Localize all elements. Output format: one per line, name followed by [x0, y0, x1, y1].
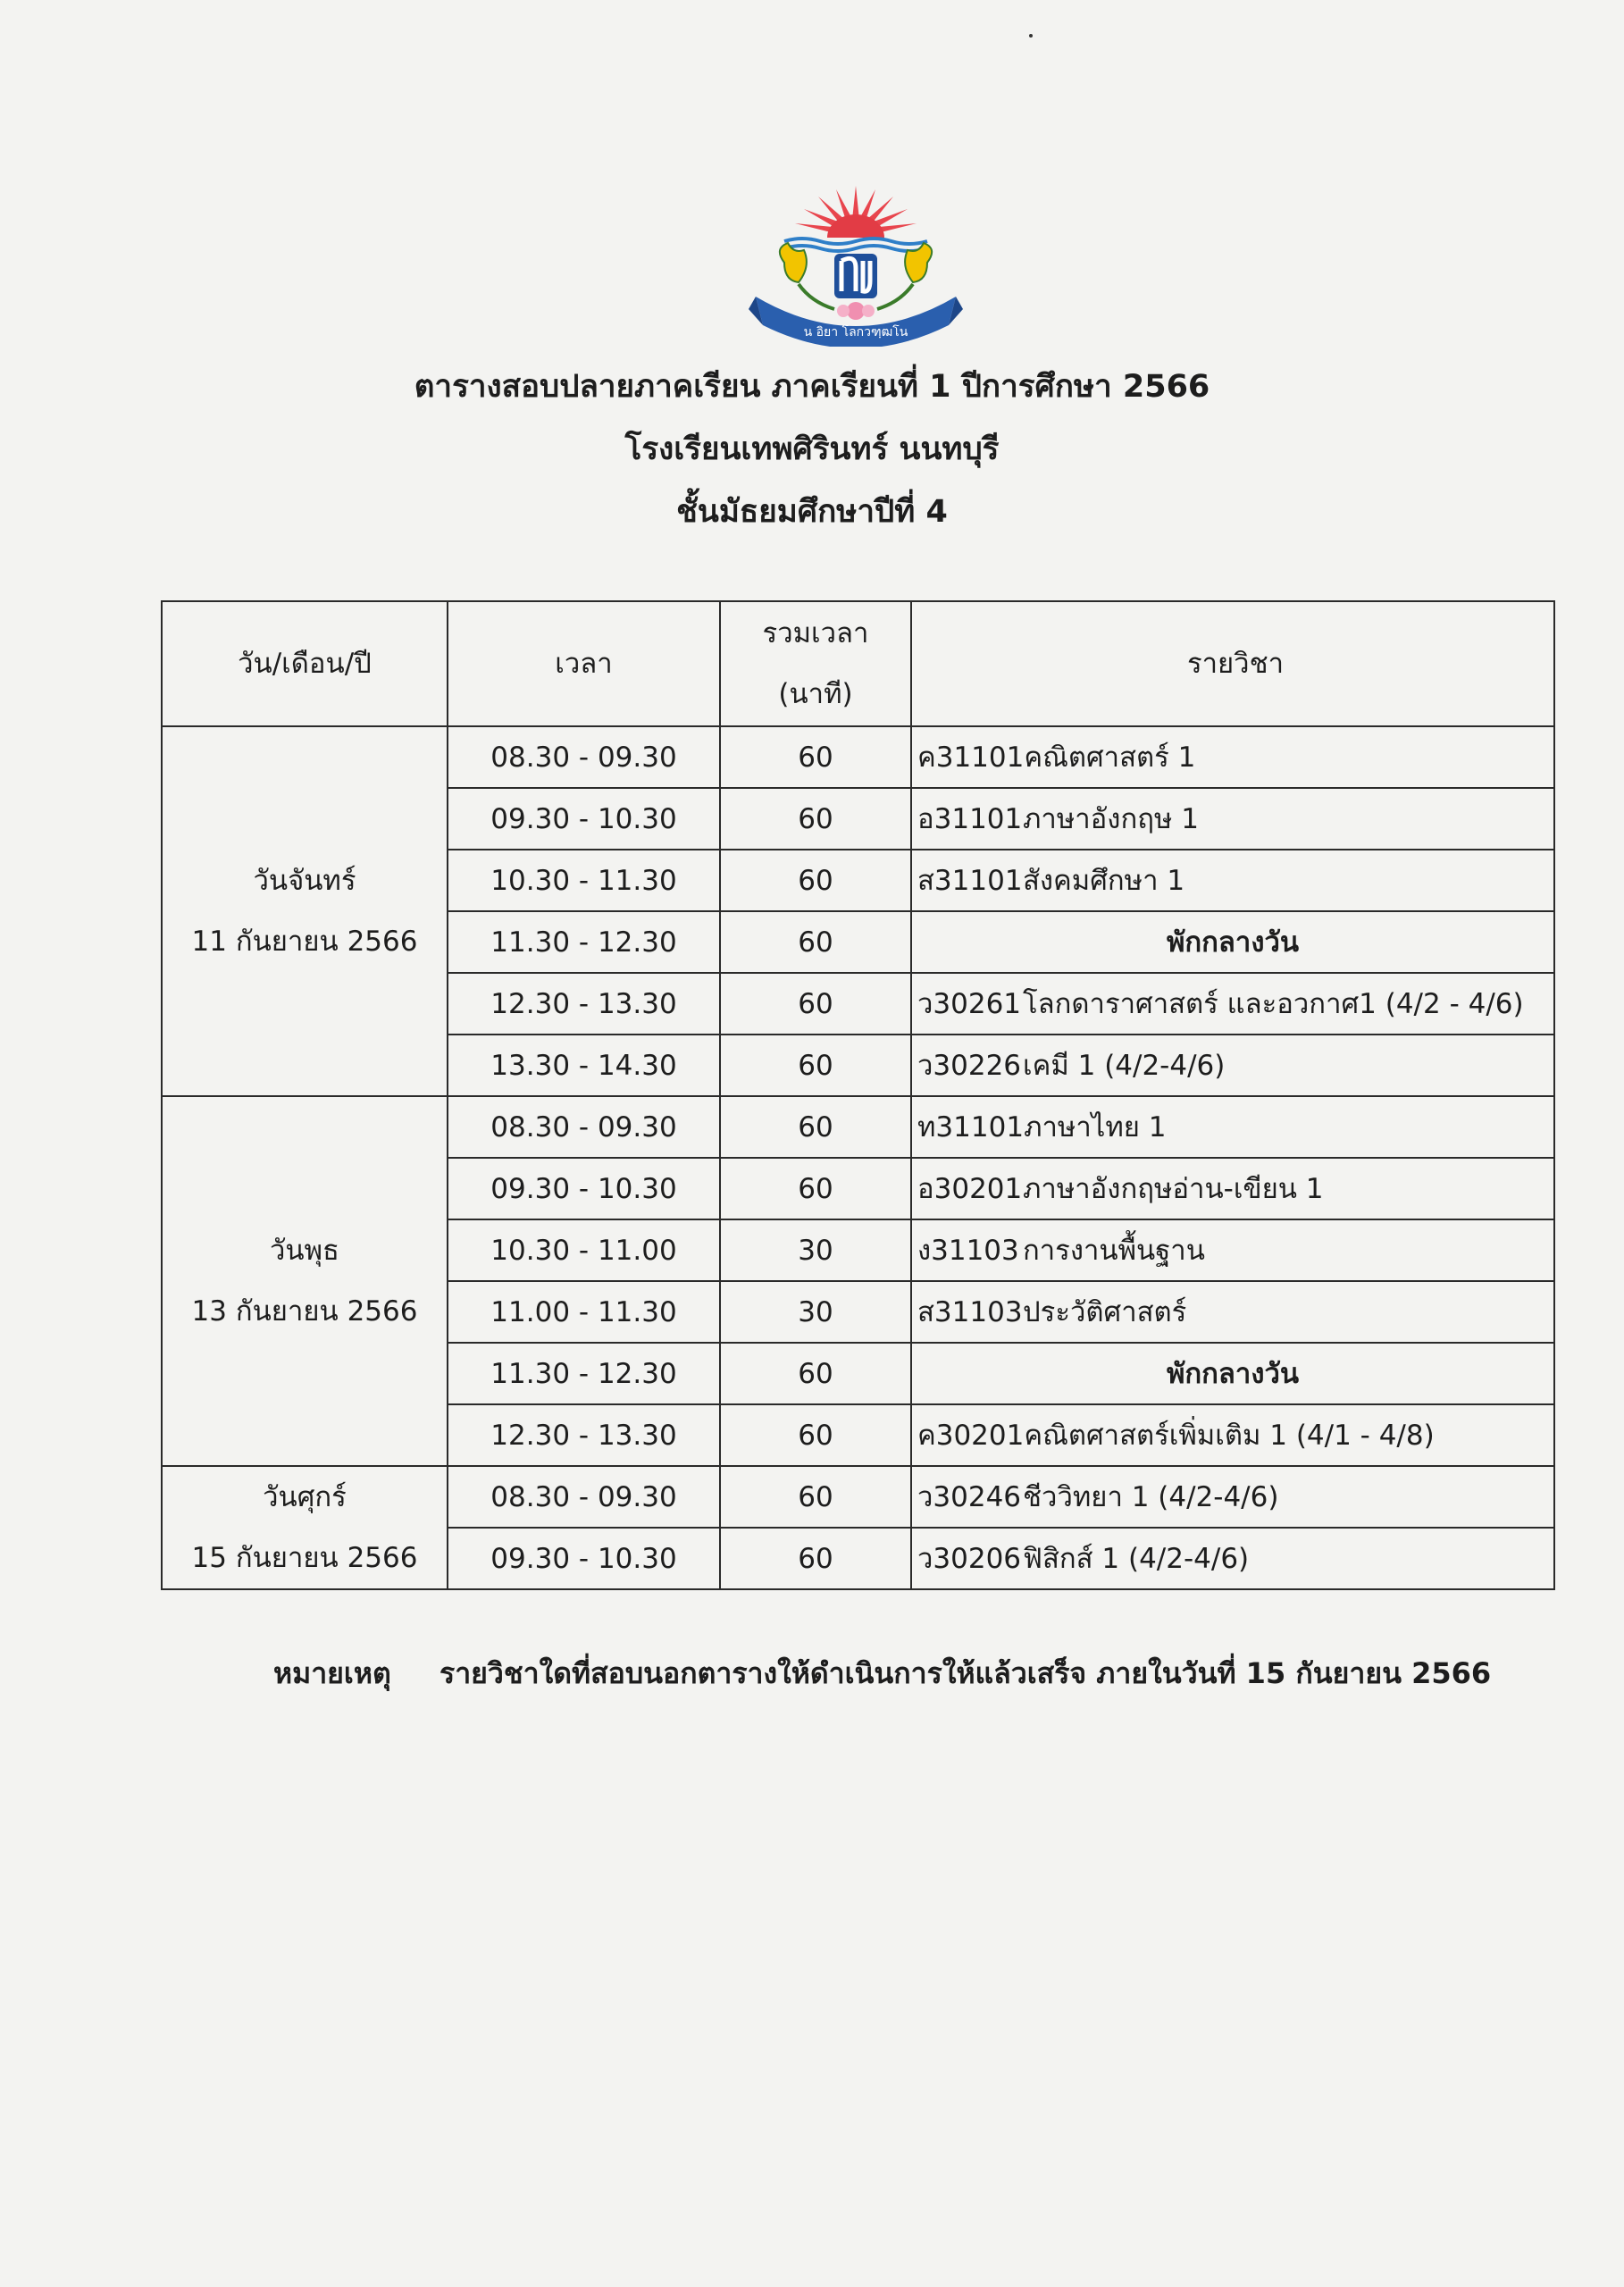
subject-cell: [911, 1466, 1554, 1528]
remark-text: รายวิชาใดที่สอบนอกตารางให้ดำเนินการให้แล้วเสร็จ ภายในวันที่ 15 กันยายน 2566: [439, 1656, 1492, 1690]
day-date: 13 กันยายน 2566: [191, 1295, 418, 1328]
duration-cell: 60: [720, 726, 911, 788]
subject-name: เคมี 1 (4/2-4/6): [1023, 1049, 1226, 1082]
header-subject: รายวิชา: [911, 601, 1554, 726]
time-cell: 08.30 - 09.30: [448, 726, 720, 788]
lunch-break-cell: พักกลางวัน: [911, 911, 1554, 973]
header-duration-line2: (นาที): [778, 678, 853, 710]
day-cell-wednesday: [162, 1096, 448, 1466]
subject-cell: [911, 1528, 1554, 1589]
header-time: เวลา: [448, 601, 720, 726]
time-cell: 09.30 - 10.30: [448, 1528, 720, 1589]
subject-code: ค31101: [917, 741, 1025, 774]
day-name: วันจันทร์: [253, 865, 356, 897]
table-row: [162, 1096, 1554, 1158]
time-cell: 11.30 - 12.30: [448, 1343, 720, 1404]
table-header-row: [162, 601, 1554, 726]
duration-cell: 60: [720, 911, 911, 973]
time-cell: 10.30 - 11.00: [448, 1219, 720, 1281]
duration-cell: 60: [720, 1158, 911, 1219]
title-line-1: ตารางสอบปลายภาคเรียน ภาคเรียนที่ 1 ปีการศึกษา 2566: [414, 369, 1210, 405]
subject-cell: [911, 788, 1554, 850]
subject-code: ส31103: [917, 1295, 1023, 1328]
subject-code: อ31101: [917, 802, 1023, 835]
subject-cell: [911, 1404, 1554, 1466]
remark-label: หมายเหตุ: [273, 1656, 391, 1690]
subject-code: ง31103: [917, 1234, 1019, 1267]
duration-cell: 60: [720, 973, 911, 1035]
duration-cell: 30: [720, 1281, 911, 1343]
day-date: 11 กันยายน 2566: [191, 926, 418, 958]
time-cell: 10.30 - 11.30: [448, 850, 720, 911]
subject-name: การงานพื้นฐาน: [1023, 1234, 1205, 1267]
table-row: [162, 1466, 1554, 1528]
scan-speck: [1029, 34, 1033, 38]
title-line-3: ชั้นมัธยมศึกษาปีที่ 4: [676, 494, 948, 530]
subject-cell: [911, 1158, 1554, 1219]
subject-code: ท31101: [917, 1110, 1025, 1144]
school-logo: [749, 168, 963, 347]
subject-code: ว30261: [917, 987, 1022, 1020]
subject-name: คณิตศาสตร์เพิ่มเติม 1 (4/1 - 4/8): [1024, 1419, 1435, 1452]
time-cell: 11.30 - 12.30: [448, 911, 720, 973]
time-cell: 12.30 - 13.30: [448, 1404, 720, 1466]
subject-cell: [911, 850, 1554, 911]
subject-cell: [911, 973, 1554, 1035]
header-date: วัน/เดือน/ปี: [162, 601, 448, 726]
subject-name: สังคมศึกษา 1: [1023, 864, 1185, 897]
header-duration: [720, 601, 911, 726]
subject-code: ว30246: [917, 1480, 1022, 1513]
subject-name: ประวัติศาสตร์: [1023, 1295, 1187, 1328]
subject-name: ฟิสิกส์ 1 (4/2-4/6): [1023, 1542, 1250, 1575]
subject-name: ชีววิทยา 1 (4/2-4/6): [1023, 1480, 1279, 1513]
day-name: วันพุธ: [270, 1235, 339, 1267]
time-cell: 11.00 - 11.30: [448, 1281, 720, 1343]
header-duration-line1: รวมเวลา: [762, 617, 869, 649]
time-cell: 09.30 - 10.30: [448, 788, 720, 850]
time-cell: 08.30 - 09.30: [448, 1096, 720, 1158]
subject-cell: [911, 1281, 1554, 1343]
day-cell-friday: [162, 1466, 448, 1589]
subject-name: โลกดาราศาสตร์ และอวกาศ1 (4/2 - 4/6): [1023, 987, 1524, 1020]
duration-cell: 60: [720, 1035, 911, 1096]
duration-cell: 60: [720, 1528, 911, 1589]
duration-cell: 60: [720, 1343, 911, 1404]
subject-code: ว30226: [917, 1049, 1022, 1082]
subject-cell: [911, 1219, 1554, 1281]
subject-name: คณิตศาสตร์ 1: [1024, 741, 1196, 774]
time-cell: 12.30 - 13.30: [448, 973, 720, 1035]
day-cell-monday: [162, 726, 448, 1096]
subject-cell: [911, 1096, 1554, 1158]
title-line-2: โรงเรียนเทพศิรินทร์ นนทบุรี: [624, 431, 1000, 467]
duration-cell: 60: [720, 1404, 911, 1466]
time-cell: 08.30 - 09.30: [448, 1466, 720, 1528]
subject-name: ภาษาไทย 1: [1024, 1110, 1167, 1144]
time-cell: 09.30 - 10.30: [448, 1158, 720, 1219]
document-title: [0, 356, 1624, 543]
subject-name: ภาษาอังกฤษอ่าน-เขียน 1: [1023, 1172, 1324, 1205]
subject-code: ว30206: [917, 1542, 1022, 1575]
duration-cell: 60: [720, 850, 911, 911]
duration-cell: 60: [720, 1096, 911, 1158]
subject-code: ส31101: [917, 864, 1023, 897]
time-cell: 13.30 - 14.30: [448, 1035, 720, 1096]
duration-cell: 30: [720, 1219, 911, 1281]
subject-cell: [911, 726, 1554, 788]
remark: [273, 1651, 1491, 1696]
subject-code: ค30201: [917, 1419, 1025, 1452]
subject-code: อ30201: [917, 1172, 1023, 1205]
logo-motto: น อิยา โลกวฑฺฒโน: [803, 325, 908, 339]
subject-name: ภาษาอังกฤษ 1: [1023, 802, 1199, 835]
day-date: 15 กันยายน 2566: [191, 1542, 418, 1574]
duration-cell: 60: [720, 788, 911, 850]
duration-cell: 60: [720, 1466, 911, 1528]
subject-cell: [911, 1035, 1554, 1096]
table-row: [162, 726, 1554, 788]
lunch-break-cell: พักกลางวัน: [911, 1343, 1554, 1404]
day-name: วันศุกร์: [263, 1481, 347, 1513]
exam-schedule-table: [161, 600, 1555, 1590]
